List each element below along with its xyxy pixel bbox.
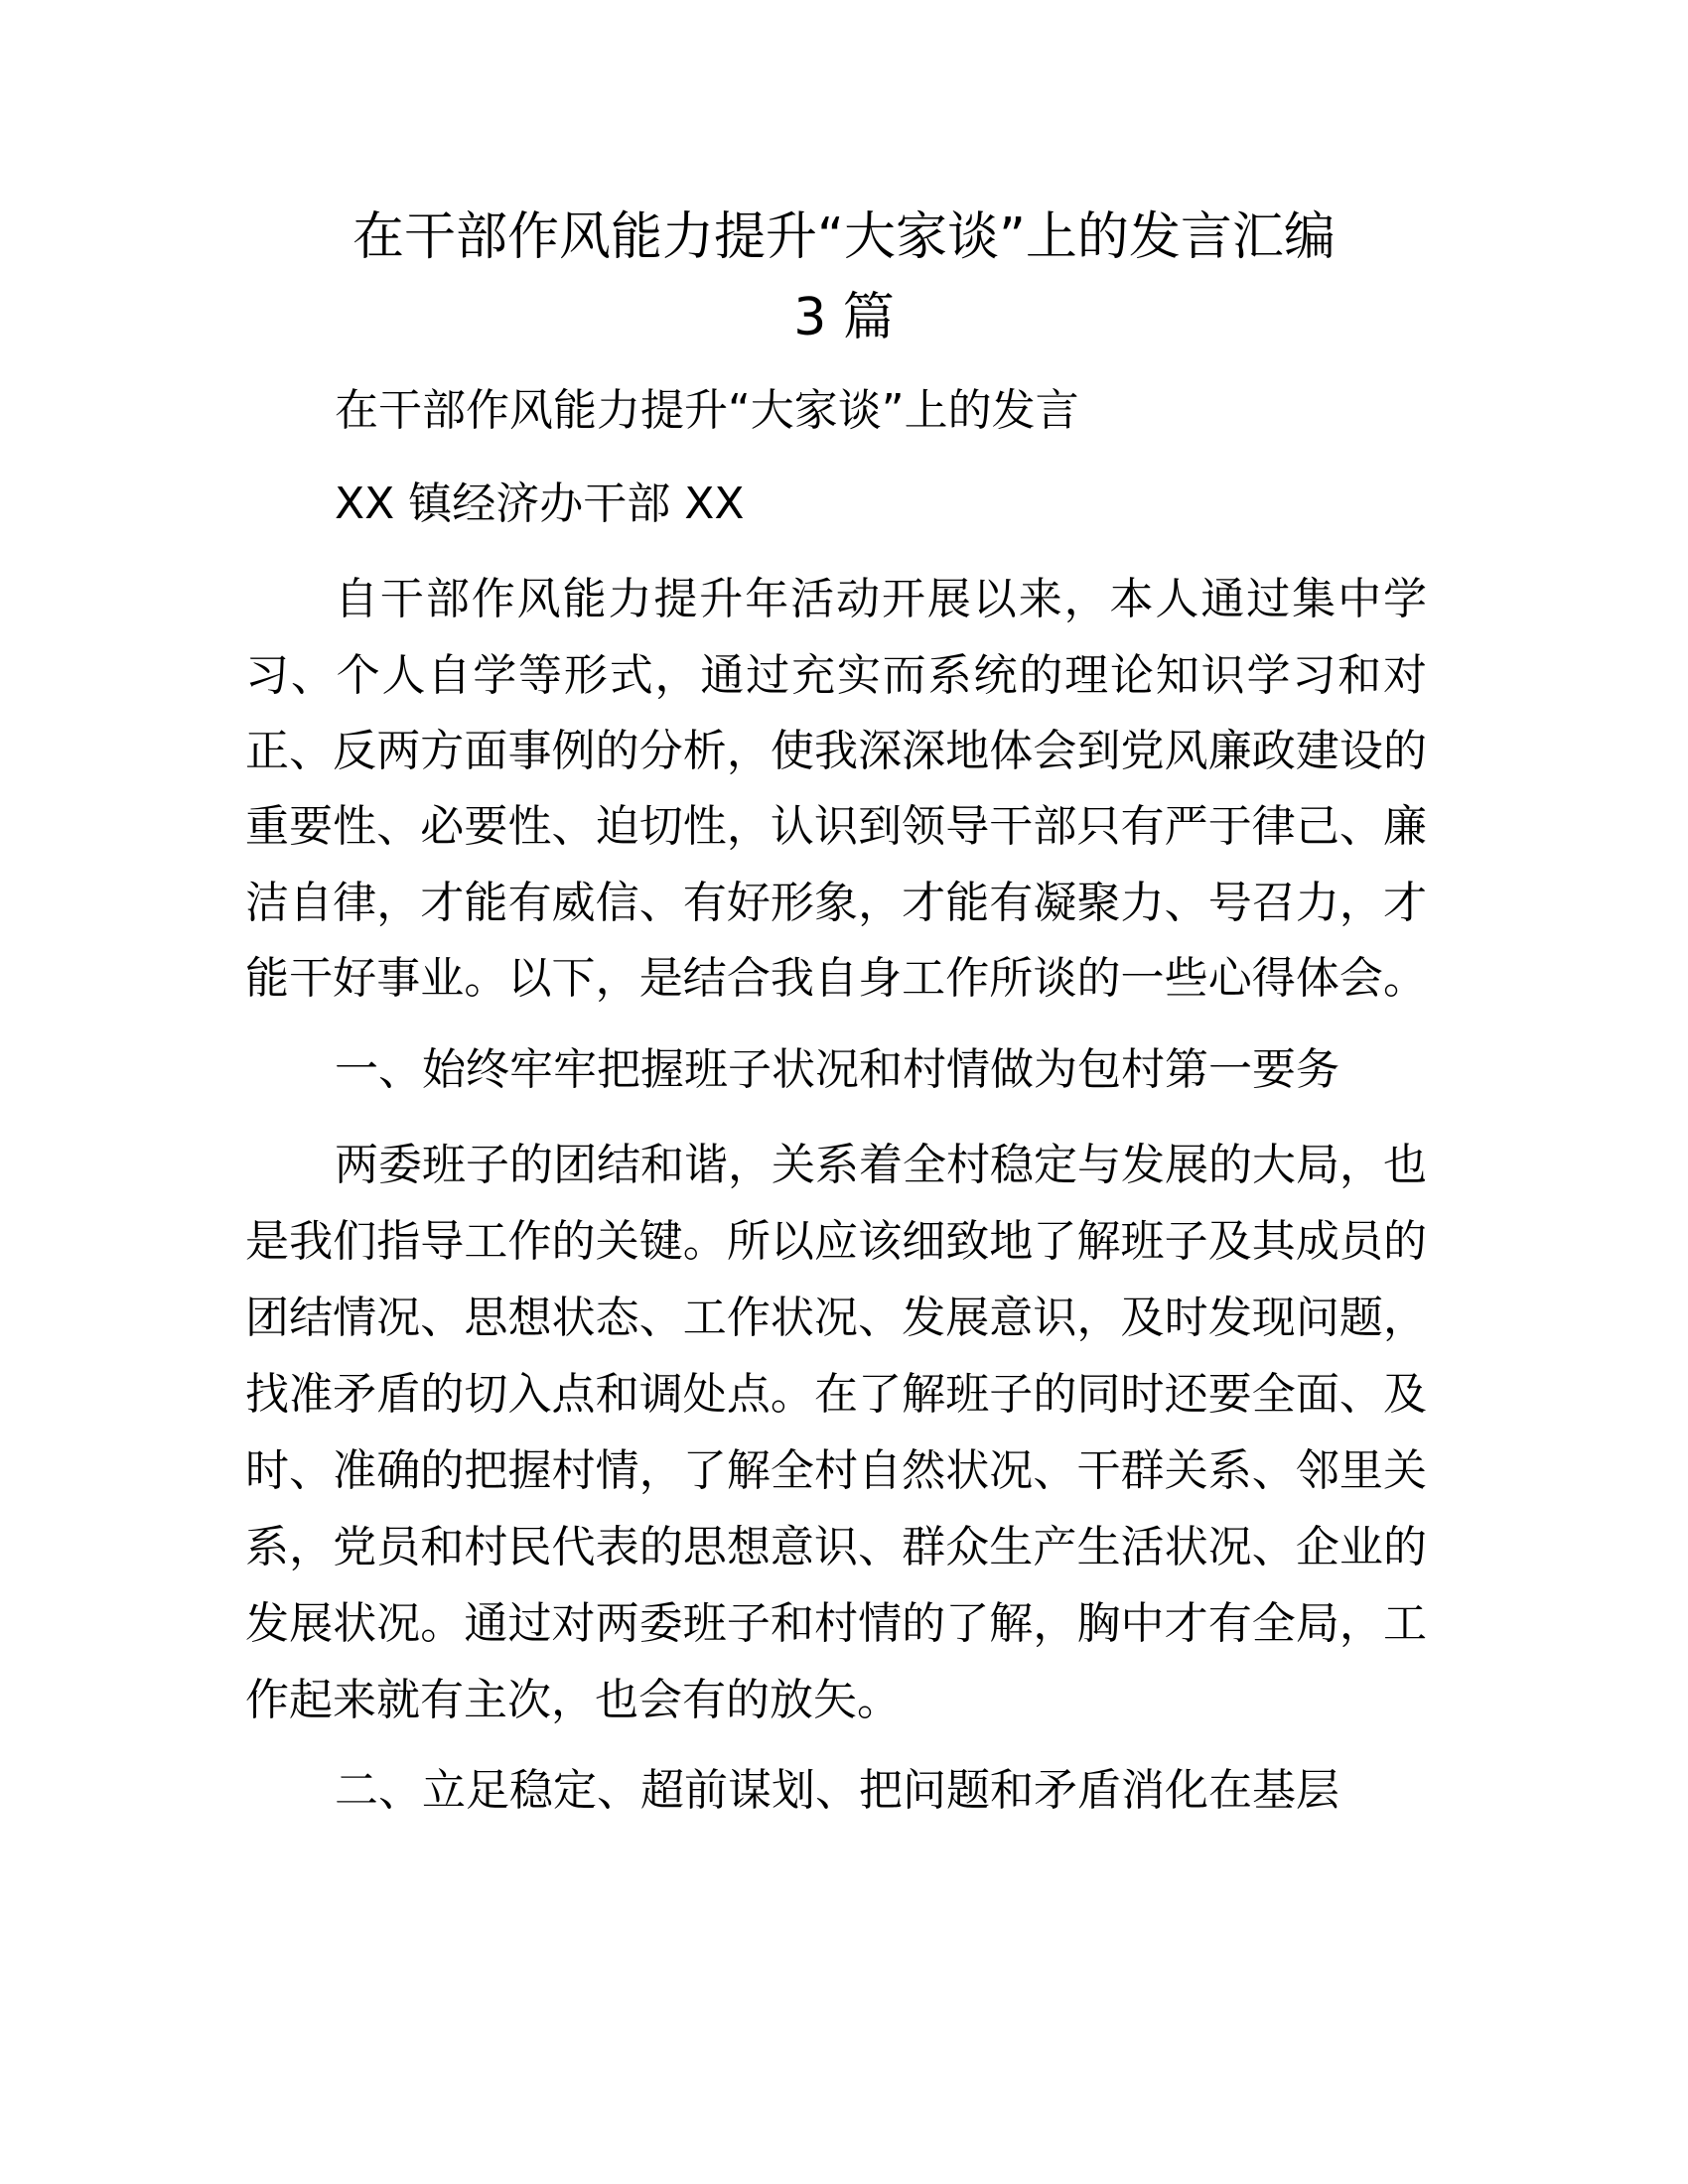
paragraph-line: 习、个人自学等形式，通过充实而系统的理论知识学习和对 (245, 650, 1427, 701)
section-heading-2: 二、立足稳定、超前谋划、把问题和矛盾消化在基层 (335, 1765, 1339, 1816)
paragraph-line: 时、准确的把握村情，了解全村自然状况、干群关系、邻里关 (245, 1445, 1427, 1496)
document-title-line-2: 3 篇 (793, 288, 895, 347)
paragraph-line: 系，党员和村民代表的思想意识、群众生产生活状况、企业的 (245, 1522, 1427, 1572)
paragraph-line: 能干好事业。以下，是结合我自身工作所谈的一些心得体会。 (245, 953, 1427, 1004)
paragraph-line: 作起来就有主次，也会有的放矢。 (245, 1675, 901, 1725)
speech-subtitle: 在干部作风能力提升“大家谈”上的发言 (335, 385, 1079, 436)
paragraph-line: 自干部作风能力提升年活动开展以来，本人通过集中学 (335, 574, 1427, 624)
paragraph-line: 洁自律，才能有威信、有好形象，才能有凝聚力、号召力，才 (245, 878, 1427, 928)
section-heading-1: 一、始终牢牢把握班子状况和村情做为包村第一要务 (335, 1044, 1339, 1095)
paragraph-line: 正、反两方面事例的分析，使我深深地体会到党风廉政建设的 (245, 726, 1427, 776)
paragraph-line: 找准矛盾的切入点和调处点。在了解班子的同时还要全面、及 (245, 1369, 1427, 1420)
paragraph-line: 重要性、必要性、迫切性，认识到领导干部只有严于律己、廉 (245, 801, 1427, 852)
paragraph-line: 两委班子的团结和谐，关系着全村稳定与发展的大局，也 (335, 1140, 1427, 1190)
paragraph-line: 是我们指导工作的关键。所以应该细致地了解班子及其成员的 (245, 1216, 1427, 1267)
paragraph-line: 团结情况、思想状态、工作状况、发展意识，及时发现问题， (245, 1293, 1427, 1343)
paragraph-line: 发展状况。通过对两委班子和村情的了解，胸中才有全局，工 (245, 1598, 1427, 1649)
speech-author: XX 镇经济办干部 XX (335, 478, 745, 529)
document-title-line-1: 在干部作风能力提升“大家谈”上的发言汇编 (352, 207, 1336, 267)
